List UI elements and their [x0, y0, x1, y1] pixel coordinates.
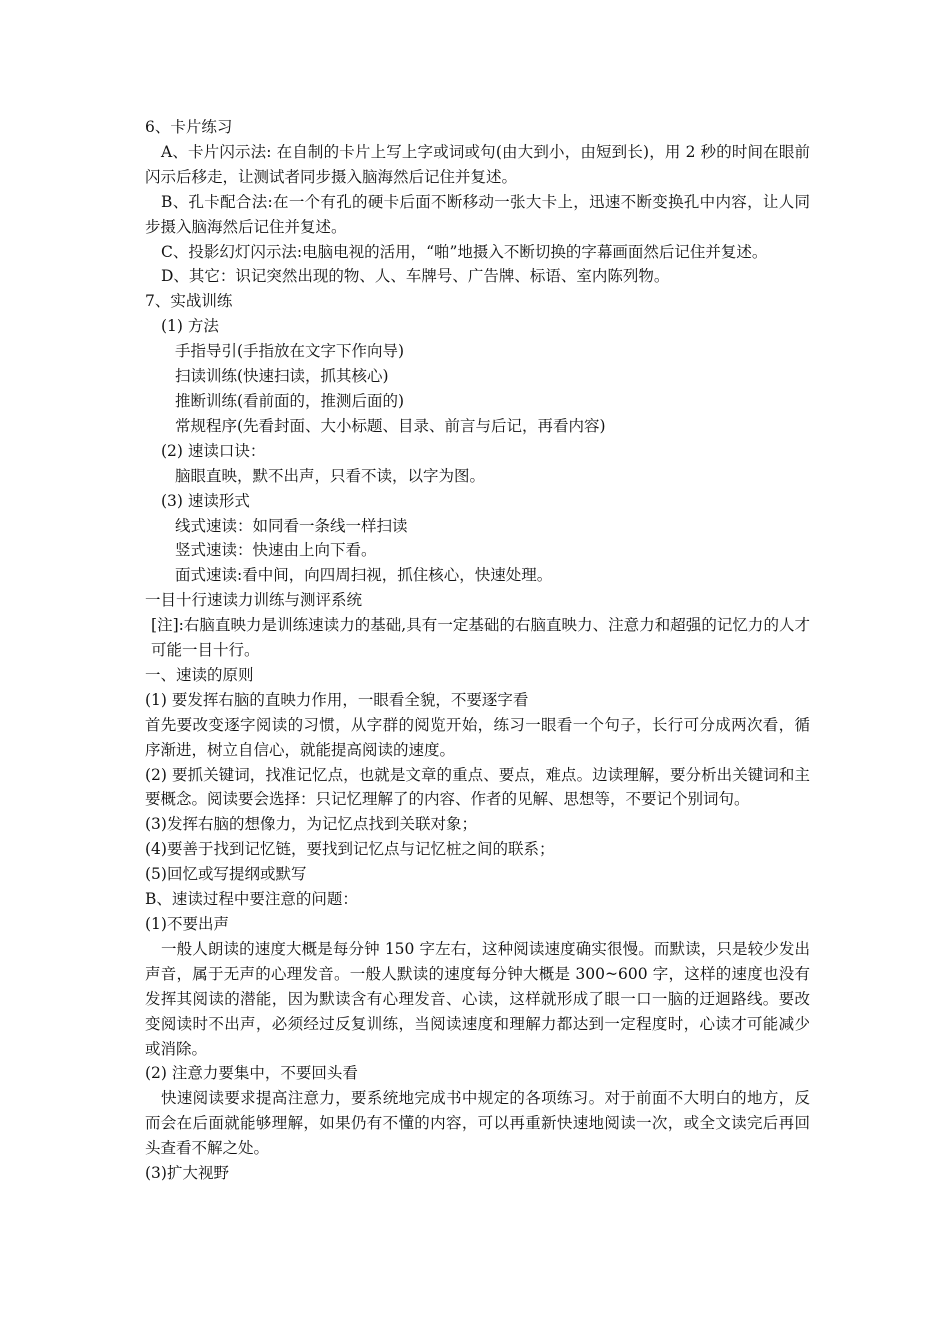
- card-flash-method: A、卡片闪示法: 在自制的卡片上写上字或词或句(由大到小，由短到长)，用 2 秒的时间在眼前闪示后移走，让测试者同步摄入脑海然后记住并复述。: [145, 142, 810, 186]
- forms-subheading: (3) 速读形式: [161, 491, 250, 510]
- other-method: D、其它：识记突然出现的物、人、车牌号、广告牌、标语、室内陈列物。: [161, 267, 670, 286]
- method-item: 扫读训练(快速扫读，抓其核心): [175, 367, 389, 386]
- projector-flash-method: C、投影幻灯闪示法:电脑电视的活用，“啪”地摄入不断切换的字幕画面然后记住并复述。: [161, 242, 768, 261]
- principle-5: (5)回忆或写提纲或默写: [145, 865, 307, 884]
- issue-1-title: (1)不要出声: [145, 915, 229, 933]
- section-7-heading: 7、实战训练: [145, 292, 233, 311]
- principle-4: (4)要善于找到记忆链，要找到记忆点与记忆桩之间的联系；: [145, 840, 555, 859]
- form-item: 线式速读：如同看一条线一样扫读: [175, 516, 408, 535]
- principle-3: (3)发挥右脑的想像力，为记忆点找到关联对象；: [145, 815, 477, 834]
- principles-heading: 一、速读的原则: [145, 665, 254, 684]
- issue-3-title: (3)扩大视野: [145, 1164, 229, 1183]
- issue-2-title: (2) 注意力要集中，不要回头看: [145, 1064, 358, 1083]
- method-subheading: (1) 方法: [161, 317, 219, 336]
- method-item: 手指导引(手指放在文字下作向导): [175, 342, 405, 361]
- issues-heading: B、速读过程中要注意的问题：: [145, 890, 358, 909]
- document-page: [145, 115, 810, 1186]
- method-item: 常规程序(先看封面、大小标题、目录、前言与后记，再看内容): [175, 416, 606, 435]
- system-note: [注]:右脑直映力是训练速读力的基础,具有一定基础的右脑直映力、注意力和超强的记忆力的人才可能一目十行。: [151, 616, 810, 660]
- formula-subheading: (2) 速读口诀：: [161, 441, 266, 460]
- section-6-heading: 6、卡片练习: [145, 118, 233, 136]
- principle-2: (2) 要抓关键词，找准记忆点，也就是文章的重点、要点，难点。边读理解，要分析出关键词和主要概念。阅读要会选择：只记忆理解了的内容、作者的见解、思想等，不要记个别词句。: [145, 765, 810, 809]
- principle-1-title: (1) 要发挥右脑的直映力作用，一眼看全貌，不要逐字看: [145, 690, 529, 709]
- method-item: 推断训练(看前面的，推测后面的): [175, 391, 405, 410]
- system-title: 一目十行速读力训练与测评系统: [145, 591, 363, 610]
- issue-1-body: 一般人朗读的速度大概是每分钟 150 字左右，这种阅读速度确实很慢。而默读，只是较少发出声音，属于无声的心理发音。一般人默读的速度每分钟大概是 300~600 字，这样的速度也没有发挥其阅读的潜能，因为默读含有心理发音、心读，这样就形成了眼一口一脑的迂迴路线。要改变阅读时不出声，必须经过反复训练，当阅读速度和理解力都达到一定程度时，心读才可能减少或消除。: [145, 939, 810, 1058]
- form-item: 面式速读:看中间，向四周扫视，抓住核心，快速处理。: [175, 566, 553, 585]
- principle-1-body: 首先要改变逐字阅读的习惯，从字群的阅览开始，练习一眼看一个句子，长行可分成两次看，循序渐进，树立自信心，就能提高阅读的速度。: [145, 715, 810, 759]
- formula-text: 脑眼直映，默不出声，只看不读，以字为图。: [175, 466, 486, 485]
- issue-2-body: 快速阅读要求提高注意力，要系统地完成书中规定的各项练习。对于前面不大明白的地方，反而会在后面就能够理解，如果仍有不懂的内容，可以再重新快速地阅读一次，或全文读完后再回头查看不解之处。: [145, 1089, 810, 1158]
- hole-card-method: B、孔卡配合法:在一个有孔的硬卡后面不断移动一张大卡上，迅速不断变换孔中内容，让人同步摄入脑海然后记住并复述。: [145, 192, 810, 236]
- form-item: 竖式速读：快速由上向下看。: [175, 541, 377, 560]
